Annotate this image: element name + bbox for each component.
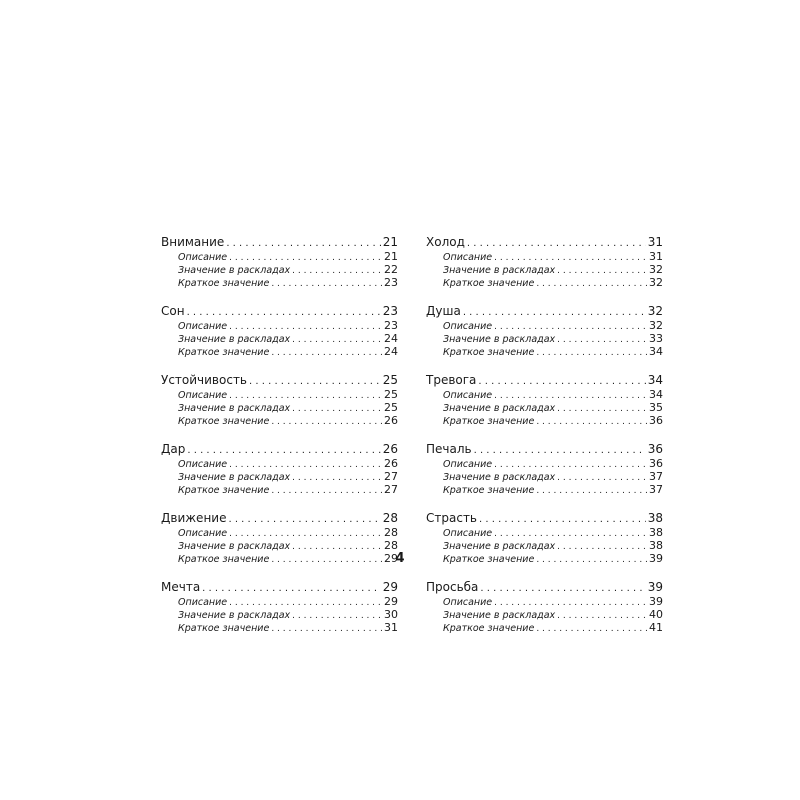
toc-entry-page: 26 xyxy=(382,442,398,456)
toc-entry-title: Сон xyxy=(161,304,185,318)
dot-leader xyxy=(557,266,647,277)
dot-leader xyxy=(494,322,647,333)
toc-section xyxy=(161,373,398,428)
toc-subentry[interactable] xyxy=(161,458,398,471)
toc-subentry-page: 31 xyxy=(384,621,398,634)
toc-entry-page: 25 xyxy=(382,373,398,387)
toc-subentry-page: 40 xyxy=(649,608,663,621)
toc-subentry-page: 41 xyxy=(649,621,663,634)
toc-subentry[interactable] xyxy=(161,527,398,540)
toc-entry[interactable] xyxy=(426,442,663,458)
dot-leader xyxy=(478,375,645,389)
toc-subentry[interactable] xyxy=(161,264,398,277)
toc-subentry-page: 33 xyxy=(649,332,663,345)
toc-subentry-label: Краткое значение xyxy=(443,278,535,289)
dot-leader xyxy=(536,417,647,428)
toc-subentry-label: Значение в раскладах xyxy=(178,334,291,345)
dot-leader xyxy=(557,611,647,622)
toc-subentry-label: Описание xyxy=(443,528,493,539)
toc-subentry-label: Краткое значение xyxy=(443,416,535,427)
toc-entry[interactable] xyxy=(161,304,398,320)
dot-leader xyxy=(292,611,382,622)
dot-leader xyxy=(292,404,382,415)
dot-leader xyxy=(271,279,382,290)
toc-subentry-page: 27 xyxy=(384,483,398,496)
toc-subentry-page: 23 xyxy=(384,319,398,332)
toc-subentry-label: Значение в раскладах xyxy=(443,472,556,483)
toc-subentry-label: Значение в раскладах xyxy=(443,334,556,345)
toc-entry-title: Душа xyxy=(426,304,461,318)
dot-leader xyxy=(494,529,647,540)
toc-entry-page: 34 xyxy=(647,373,663,387)
toc-subentry[interactable] xyxy=(426,277,663,290)
toc-subentry-page: 36 xyxy=(649,457,663,470)
toc-subentry-page: 25 xyxy=(384,401,398,414)
toc-subentry-label: Описание xyxy=(178,390,228,401)
toc-subentry-page: 28 xyxy=(384,539,398,552)
toc-entry[interactable] xyxy=(161,442,398,458)
toc-subentry-label: Описание xyxy=(443,597,493,608)
toc-subentry-page: 24 xyxy=(384,345,398,358)
toc-subentry[interactable] xyxy=(161,402,398,415)
toc-subentry-label: Значение в раскладах xyxy=(443,541,556,552)
dot-leader xyxy=(494,253,647,264)
toc-subentry-page: 36 xyxy=(649,414,663,427)
toc-subentry-label: Краткое значение xyxy=(443,554,535,565)
toc-subentry[interactable] xyxy=(161,609,398,622)
toc-subentry-label: Краткое значение xyxy=(443,347,535,358)
dot-leader xyxy=(249,375,381,389)
toc-subentry[interactable] xyxy=(161,333,398,346)
toc-entry-page: 31 xyxy=(647,235,663,249)
toc-entry-page: 36 xyxy=(647,442,663,456)
toc-subentry[interactable] xyxy=(161,471,398,484)
toc-subentry[interactable] xyxy=(426,415,663,428)
toc-entry-title: Просьба xyxy=(426,580,479,594)
toc-section xyxy=(161,304,398,359)
toc-subentry[interactable] xyxy=(161,320,398,333)
toc-entry-page: 23 xyxy=(382,304,398,318)
toc-entry[interactable] xyxy=(426,373,663,389)
toc-subentry-label: Значение в раскладах xyxy=(178,403,291,414)
dot-leader xyxy=(479,513,646,527)
toc-entry-title: Холод xyxy=(426,235,465,249)
toc-subentry-label: Описание xyxy=(443,321,493,332)
toc-subentry-page: 37 xyxy=(649,483,663,496)
dot-leader xyxy=(474,444,646,458)
toc-subentry-page: 39 xyxy=(649,595,663,608)
toc-subentry-label: Краткое значение xyxy=(178,554,270,565)
dot-leader xyxy=(226,237,380,251)
toc-subentry-page: 26 xyxy=(384,414,398,427)
dot-leader xyxy=(271,624,382,635)
toc-subentry[interactable] xyxy=(426,251,663,264)
toc-entry-page: 21 xyxy=(382,235,398,249)
toc-section xyxy=(426,373,663,428)
toc-subentry[interactable] xyxy=(161,277,398,290)
dot-leader xyxy=(229,529,382,540)
toc-subentry-label: Значение в раскладах xyxy=(178,265,291,276)
dot-leader xyxy=(536,486,647,497)
dot-leader xyxy=(229,391,382,402)
page-number: 4 xyxy=(395,551,405,566)
toc-entry-page: 32 xyxy=(647,304,663,318)
toc-entry-page: 38 xyxy=(647,511,663,525)
dot-leader xyxy=(494,391,647,402)
toc-subentry-label: Значение в раскладах xyxy=(178,472,291,483)
dot-leader xyxy=(557,404,647,415)
toc-subentry[interactable] xyxy=(161,596,398,609)
dot-leader xyxy=(536,279,647,290)
toc-subentry[interactable] xyxy=(426,527,663,540)
toc-subentry[interactable] xyxy=(161,484,398,497)
toc-subentry-label: Описание xyxy=(178,528,228,539)
dot-leader xyxy=(271,417,382,428)
toc-entry-page: 39 xyxy=(647,580,663,594)
toc-subentry-page: 25 xyxy=(384,388,398,401)
toc-section xyxy=(161,235,398,290)
toc-subentry-label: Значение в раскладах xyxy=(443,265,556,276)
toc-subentry[interactable] xyxy=(426,458,663,471)
dot-leader xyxy=(494,460,647,471)
dot-leader xyxy=(187,444,380,458)
toc-entry-page: 28 xyxy=(382,511,398,525)
toc-subentry-page: 32 xyxy=(649,276,663,289)
toc-subentry-page: 38 xyxy=(649,526,663,539)
toc-entry-title: Внимание xyxy=(161,235,225,249)
dot-leader xyxy=(229,253,382,264)
toc-subentry-label: Краткое значение xyxy=(178,485,270,496)
toc-subentry[interactable] xyxy=(426,264,663,277)
toc-subentry-label: Описание xyxy=(178,321,228,332)
toc-subentry-page: 39 xyxy=(649,552,663,565)
toc-subentry-page: 30 xyxy=(384,608,398,621)
toc-subentry-label: Значение в раскладах xyxy=(443,610,556,621)
toc-subentry[interactable] xyxy=(161,346,398,359)
dot-leader xyxy=(229,322,382,333)
dot-leader xyxy=(536,348,647,359)
toc-subentry-label: Описание xyxy=(178,597,228,608)
toc-subentry[interactable] xyxy=(161,622,398,635)
toc-subentry-label: Описание xyxy=(178,252,228,263)
toc-entry[interactable] xyxy=(426,511,663,527)
toc-subentry-page: 31 xyxy=(649,250,663,263)
toc-subentry-page: 29 xyxy=(384,595,398,608)
toc-section xyxy=(426,235,663,290)
toc-subentry-label: Краткое значение xyxy=(178,623,270,634)
toc-subentry-page: 34 xyxy=(649,388,663,401)
toc-entry[interactable] xyxy=(426,304,663,320)
dot-leader xyxy=(557,473,647,484)
dot-leader xyxy=(229,598,382,609)
dot-leader xyxy=(480,582,645,596)
dot-leader xyxy=(271,486,382,497)
toc-subentry-label: Описание xyxy=(443,390,493,401)
toc-subentry-label: Описание xyxy=(443,459,493,470)
dot-leader xyxy=(494,598,647,609)
toc-subentry-page: 26 xyxy=(384,457,398,470)
toc-subentry[interactable] xyxy=(426,609,663,622)
toc-subentry-page: 27 xyxy=(384,470,398,483)
dot-leader xyxy=(229,460,382,471)
toc-subentry-label: Значение в раскладах xyxy=(178,541,291,552)
toc-entry-title: Тревога xyxy=(426,373,477,387)
toc-subentry-page: 37 xyxy=(649,470,663,483)
toc-subentry-label: Краткое значение xyxy=(443,623,535,634)
toc-left-column xyxy=(161,235,398,649)
toc-section xyxy=(426,304,663,359)
toc-entry[interactable] xyxy=(426,580,663,596)
toc-subentry[interactable] xyxy=(426,622,663,635)
dot-leader xyxy=(536,624,647,635)
toc-entry-title: Движение xyxy=(161,511,227,525)
toc-entry[interactable] xyxy=(161,235,398,251)
toc-subentry-label: Краткое значение xyxy=(443,485,535,496)
toc-subentry-page: 21 xyxy=(384,250,398,263)
toc-subentry[interactable] xyxy=(426,333,663,346)
toc-subentry-label: Описание xyxy=(178,459,228,470)
toc-subentry-page: 29 xyxy=(384,552,398,565)
toc-subentry-label: Краткое значение xyxy=(178,416,270,427)
toc-entry[interactable] xyxy=(426,235,663,251)
toc-subentry[interactable] xyxy=(426,484,663,497)
dot-leader xyxy=(467,237,646,251)
toc-entry-title: Устойчивость xyxy=(161,373,248,387)
toc-subentry-label: Описание xyxy=(443,252,493,263)
toc-entry-page: 29 xyxy=(382,580,398,594)
dot-leader xyxy=(187,306,381,320)
toc-subentry-label: Краткое значение xyxy=(178,278,270,289)
toc-entry[interactable] xyxy=(161,580,398,596)
dot-leader xyxy=(202,582,381,596)
dot-leader xyxy=(271,348,382,359)
toc-subentry-page: 34 xyxy=(649,345,663,358)
toc-subentry[interactable] xyxy=(426,346,663,359)
toc-subentry-page: 38 xyxy=(649,539,663,552)
dot-leader xyxy=(292,473,382,484)
toc-subentry[interactable] xyxy=(161,251,398,264)
toc-subentry-label: Краткое значение xyxy=(178,347,270,358)
dot-leader xyxy=(292,335,382,346)
toc-subentry[interactable] xyxy=(426,596,663,609)
toc-subentry[interactable] xyxy=(161,415,398,428)
toc-subentry-label: Значение в раскладах xyxy=(178,610,291,621)
dot-leader xyxy=(557,335,647,346)
toc-entry-title: Страсть xyxy=(426,511,477,525)
toc-entry-title: Печаль xyxy=(426,442,472,456)
toc-subentry-page: 32 xyxy=(649,263,663,276)
dot-leader xyxy=(228,513,380,527)
toc-subentry-page: 28 xyxy=(384,526,398,539)
toc-subentry-page: 23 xyxy=(384,276,398,289)
toc-subentry[interactable] xyxy=(426,471,663,484)
toc-right-column xyxy=(426,235,663,649)
toc-subentry-page: 24 xyxy=(384,332,398,345)
toc-subentry[interactable] xyxy=(161,389,398,402)
toc-subentry[interactable] xyxy=(426,320,663,333)
toc-subentry[interactable] xyxy=(426,402,663,415)
toc-subentry-page: 22 xyxy=(384,263,398,276)
toc-entry-title: Мечта xyxy=(161,580,201,594)
dot-leader xyxy=(292,266,382,277)
dot-leader xyxy=(463,306,646,320)
toc-section xyxy=(426,442,663,497)
toc-entry[interactable] xyxy=(161,373,398,389)
toc-section xyxy=(426,580,663,635)
toc-section xyxy=(161,442,398,497)
toc-section xyxy=(161,580,398,635)
toc-subentry[interactable] xyxy=(426,389,663,402)
toc-subentry-label: Значение в раскладах xyxy=(443,403,556,414)
toc-subentry-page: 32 xyxy=(649,319,663,332)
toc-subentry-page: 35 xyxy=(649,401,663,414)
toc-entry-title: Дар xyxy=(161,442,186,456)
toc-entry[interactable] xyxy=(161,511,398,527)
